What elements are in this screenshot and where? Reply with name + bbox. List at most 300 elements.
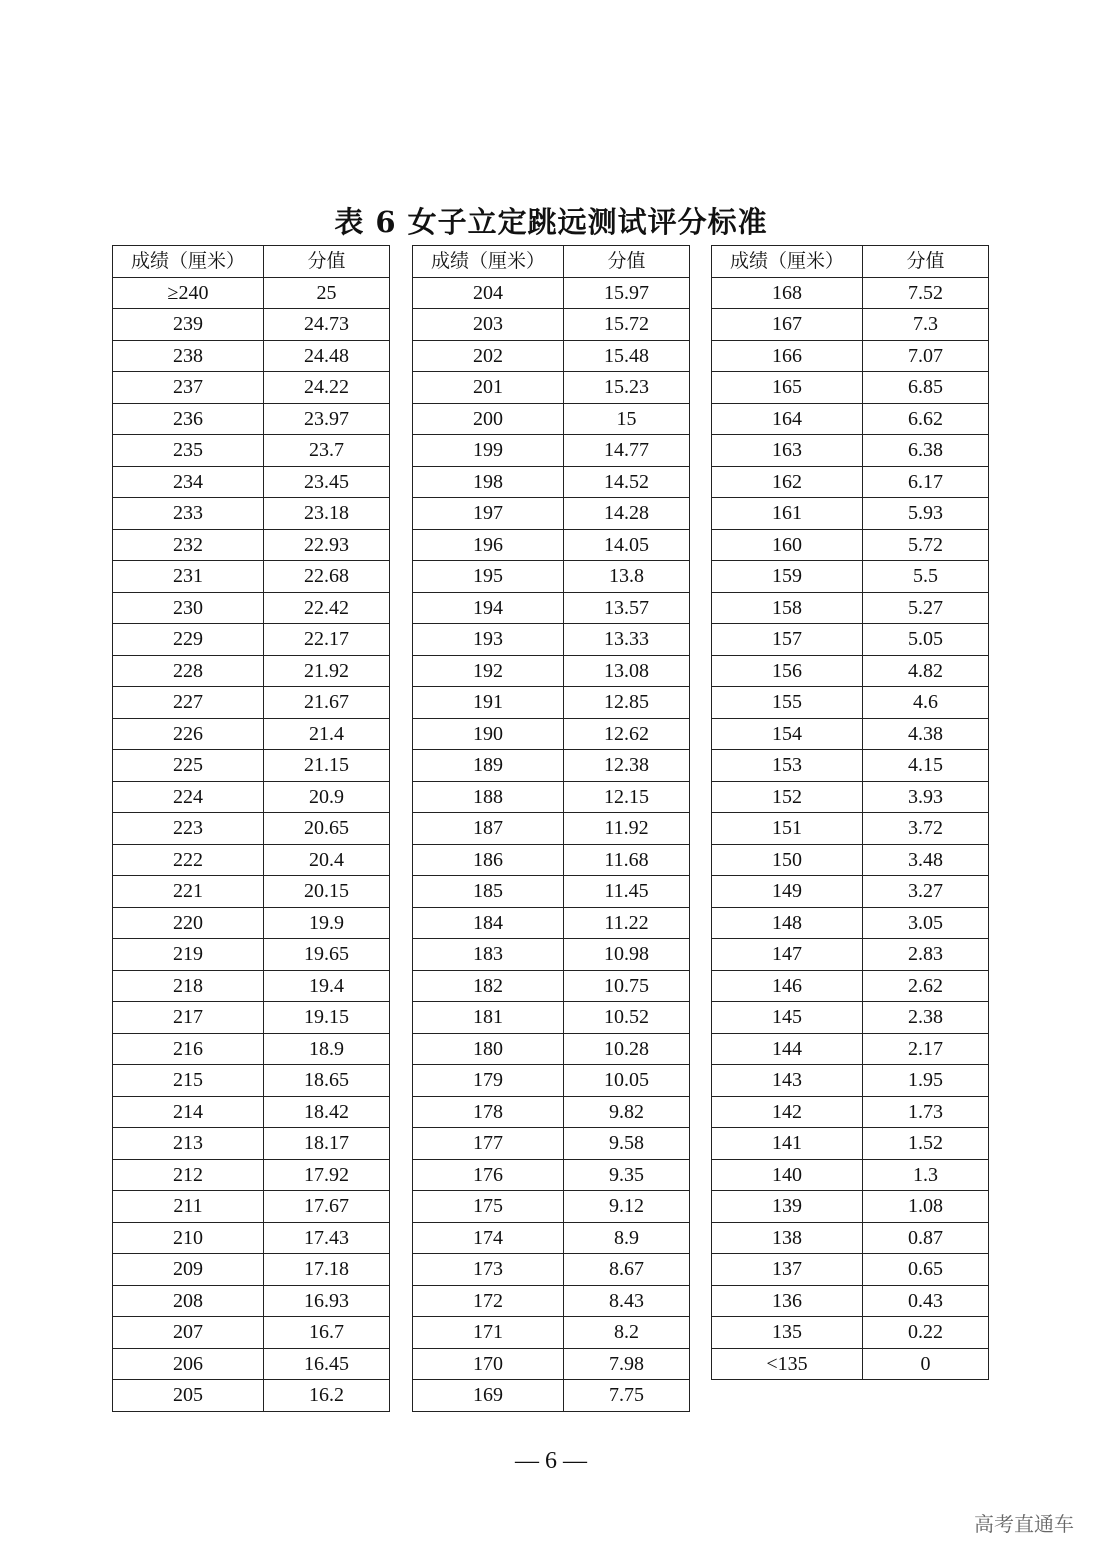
table-row — [113, 1096, 390, 1128]
header-score: 成绩（厘米） — [712, 246, 863, 278]
points-cell: 7.98 — [564, 1348, 690, 1380]
points-cell: 4.6 — [863, 687, 989, 719]
score-cell: 139 — [712, 1191, 863, 1223]
points-cell: 15.48 — [564, 340, 690, 372]
points-cell: 18.65 — [264, 1065, 390, 1097]
table-row — [113, 907, 390, 939]
points-cell: 20.4 — [264, 844, 390, 876]
points-cell: 23.97 — [264, 403, 390, 435]
points-cell: 5.72 — [863, 529, 989, 561]
points-cell: 22.68 — [264, 561, 390, 593]
score-cell: 238 — [113, 340, 264, 372]
score-cell: 176 — [413, 1159, 564, 1191]
table-row — [113, 970, 390, 1002]
score-cell: 186 — [413, 844, 564, 876]
score-cell: 213 — [113, 1128, 264, 1160]
table-row — [413, 876, 690, 908]
points-cell: 2.38 — [863, 1002, 989, 1034]
points-cell: 17.92 — [264, 1159, 390, 1191]
score-cell: 184 — [413, 907, 564, 939]
score-cell: 206 — [113, 1348, 264, 1380]
table-row — [113, 1380, 390, 1412]
points-cell: 5.05 — [863, 624, 989, 656]
table-row — [113, 498, 390, 530]
points-cell: 12.85 — [564, 687, 690, 719]
table-row — [413, 309, 690, 341]
table-row — [113, 718, 390, 750]
score-cell: 197 — [413, 498, 564, 530]
points-cell: 19.15 — [264, 1002, 390, 1034]
points-cell: 13.8 — [564, 561, 690, 593]
score-cell: 149 — [712, 876, 863, 908]
points-cell: 20.65 — [264, 813, 390, 845]
table-row — [413, 1191, 690, 1223]
points-cell: 20.9 — [264, 781, 390, 813]
table-row — [413, 1128, 690, 1160]
points-cell: 21.15 — [264, 750, 390, 782]
points-cell: 8.67 — [564, 1254, 690, 1286]
score-cell: 211 — [113, 1191, 264, 1223]
table-row — [413, 655, 690, 687]
score-cell: 223 — [113, 813, 264, 845]
score-cell: 196 — [413, 529, 564, 561]
score-cell: 167 — [712, 309, 863, 341]
table-row — [712, 592, 989, 624]
table-row — [113, 1002, 390, 1034]
score-cell: 180 — [413, 1033, 564, 1065]
points-cell: 5.27 — [863, 592, 989, 624]
header-points: 分值 — [863, 246, 989, 278]
table-row — [712, 750, 989, 782]
points-cell: 3.05 — [863, 907, 989, 939]
score-cell: 135 — [712, 1317, 863, 1349]
points-cell: 14.28 — [564, 498, 690, 530]
points-cell: 16.2 — [264, 1380, 390, 1412]
points-cell: 14.05 — [564, 529, 690, 561]
score-cell: 162 — [712, 466, 863, 498]
points-cell: 4.82 — [863, 655, 989, 687]
score-cell: 159 — [712, 561, 863, 593]
score-cell: 199 — [413, 435, 564, 467]
points-cell: 11.22 — [564, 907, 690, 939]
score-cell: 143 — [712, 1065, 863, 1097]
table-row — [413, 624, 690, 656]
score-cell: 208 — [113, 1285, 264, 1317]
score-cell: 157 — [712, 624, 863, 656]
score-cell: 181 — [413, 1002, 564, 1034]
table-row — [413, 466, 690, 498]
table-row — [413, 372, 690, 404]
points-cell: 13.57 — [564, 592, 690, 624]
points-cell: 1.95 — [863, 1065, 989, 1097]
points-cell: 13.08 — [564, 655, 690, 687]
score-cell: 163 — [712, 435, 863, 467]
table-row — [712, 1317, 989, 1349]
points-cell: 3.48 — [863, 844, 989, 876]
table-row — [413, 970, 690, 1002]
points-cell: 19.4 — [264, 970, 390, 1002]
table-row — [113, 1191, 390, 1223]
table-row — [413, 718, 690, 750]
table-row — [712, 1285, 989, 1317]
score-cell: 182 — [413, 970, 564, 1002]
score-cell: 137 — [712, 1254, 863, 1286]
score-cell: 173 — [413, 1254, 564, 1286]
score-cell: 141 — [712, 1128, 863, 1160]
table-row — [712, 1096, 989, 1128]
score-cell: 207 — [113, 1317, 264, 1349]
table-row — [712, 624, 989, 656]
score-cell: 200 — [413, 403, 564, 435]
points-cell: 21.4 — [264, 718, 390, 750]
table-row — [712, 1191, 989, 1223]
table-row — [113, 1254, 390, 1286]
table-row — [413, 403, 690, 435]
score-cell: 232 — [113, 529, 264, 561]
table-row — [113, 939, 390, 971]
table-row — [712, 844, 989, 876]
score-cell: 205 — [113, 1380, 264, 1412]
table-row — [712, 687, 989, 719]
table-row — [413, 1317, 690, 1349]
table-row — [113, 781, 390, 813]
score-cell: 203 — [413, 309, 564, 341]
table-row — [712, 781, 989, 813]
table-row — [113, 592, 390, 624]
points-cell: 1.73 — [863, 1096, 989, 1128]
score-cell: 226 — [113, 718, 264, 750]
table-row — [413, 781, 690, 813]
table-row — [712, 466, 989, 498]
table-row — [712, 907, 989, 939]
score-cell: 156 — [712, 655, 863, 687]
score-cell: 209 — [113, 1254, 264, 1286]
score-cell: 218 — [113, 970, 264, 1002]
points-cell: 12.15 — [564, 781, 690, 813]
table-row — [413, 529, 690, 561]
score-cell: 161 — [712, 498, 863, 530]
table-row — [113, 435, 390, 467]
watermark: 高考直通车 — [974, 1512, 1074, 1536]
table-row — [413, 498, 690, 530]
score-cell: 165 — [712, 372, 863, 404]
points-cell: 8.43 — [564, 1285, 690, 1317]
table-row — [712, 655, 989, 687]
table-row — [413, 277, 690, 309]
points-cell: 0.43 — [863, 1285, 989, 1317]
table-row — [712, 1222, 989, 1254]
points-cell: 3.72 — [863, 813, 989, 845]
score-cell: 192 — [413, 655, 564, 687]
table-row — [413, 1096, 690, 1128]
table-row — [113, 624, 390, 656]
points-cell: 2.62 — [863, 970, 989, 1002]
table-row — [712, 561, 989, 593]
table-row — [712, 718, 989, 750]
points-cell: 18.17 — [264, 1128, 390, 1160]
score-cell: 193 — [413, 624, 564, 656]
points-cell: 9.12 — [564, 1191, 690, 1223]
table-row — [113, 277, 390, 309]
points-cell: 4.38 — [863, 718, 989, 750]
score-cell: 169 — [413, 1380, 564, 1412]
points-cell: 5.5 — [863, 561, 989, 593]
points-cell: 7.75 — [564, 1380, 690, 1412]
score-cell: 195 — [413, 561, 564, 593]
points-cell: 12.38 — [564, 750, 690, 782]
header-points: 分值 — [264, 246, 390, 278]
score-cell: 187 — [413, 813, 564, 845]
table-row — [113, 561, 390, 593]
score-cell: 239 — [113, 309, 264, 341]
table-row — [113, 340, 390, 372]
table-row — [712, 1254, 989, 1286]
score-cell: <135 — [712, 1348, 863, 1380]
score-cell: 138 — [712, 1222, 863, 1254]
score-cell: 219 — [113, 939, 264, 971]
table-row — [712, 529, 989, 561]
score-cell: 172 — [413, 1285, 564, 1317]
points-cell: 6.85 — [863, 372, 989, 404]
score-cell: 166 — [712, 340, 863, 372]
score-cell: 175 — [413, 1191, 564, 1223]
score-cell: 142 — [712, 1096, 863, 1128]
score-cell: 227 — [113, 687, 264, 719]
table-row — [413, 1254, 690, 1286]
points-cell: 21.67 — [264, 687, 390, 719]
points-cell: 16.93 — [264, 1285, 390, 1317]
table-row — [712, 1128, 989, 1160]
score-cell: 214 — [113, 1096, 264, 1128]
table-row — [712, 1033, 989, 1065]
header-score: 成绩（厘米） — [113, 246, 264, 278]
points-cell: 6.17 — [863, 466, 989, 498]
table-row — [712, 403, 989, 435]
table-row — [113, 1222, 390, 1254]
points-cell: 7.3 — [863, 309, 989, 341]
score-cell: 150 — [712, 844, 863, 876]
table-row — [413, 1159, 690, 1191]
points-cell: 24.73 — [264, 309, 390, 341]
score-cell: 198 — [413, 466, 564, 498]
score-cell: 236 — [113, 403, 264, 435]
points-cell: 13.33 — [564, 624, 690, 656]
table-row — [413, 340, 690, 372]
score-cell: 148 — [712, 907, 863, 939]
points-cell: 22.93 — [264, 529, 390, 561]
score-table-1 — [112, 245, 390, 1412]
points-cell: 0.65 — [863, 1254, 989, 1286]
table-row — [113, 1159, 390, 1191]
points-cell: 22.17 — [264, 624, 390, 656]
table-row — [413, 844, 690, 876]
score-cell: 222 — [113, 844, 264, 876]
score-cell: 154 — [712, 718, 863, 750]
score-cell: 201 — [413, 372, 564, 404]
table-row — [712, 1159, 989, 1191]
points-cell: 0 — [863, 1348, 989, 1380]
score-cell: 233 — [113, 498, 264, 530]
score-cell: 168 — [712, 277, 863, 309]
table-row — [113, 750, 390, 782]
score-cell: 145 — [712, 1002, 863, 1034]
table-row — [413, 1380, 690, 1412]
table-row — [413, 687, 690, 719]
score-cell: 170 — [413, 1348, 564, 1380]
score-cell: 178 — [413, 1096, 564, 1128]
points-cell: 7.07 — [863, 340, 989, 372]
table-row — [113, 1128, 390, 1160]
points-cell: 9.58 — [564, 1128, 690, 1160]
header-points: 分值 — [564, 246, 690, 278]
score-cell: 140 — [712, 1159, 863, 1191]
points-cell: 0.87 — [863, 1222, 989, 1254]
points-cell: 11.45 — [564, 876, 690, 908]
table-row — [113, 1065, 390, 1097]
score-cell: 234 — [113, 466, 264, 498]
points-cell: 19.9 — [264, 907, 390, 939]
table-row — [413, 435, 690, 467]
points-cell: 1.3 — [863, 1159, 989, 1191]
table-row — [712, 1065, 989, 1097]
points-cell: 10.98 — [564, 939, 690, 971]
points-cell: 8.9 — [564, 1222, 690, 1254]
score-cell: 144 — [712, 1033, 863, 1065]
score-cell: ≥240 — [113, 277, 264, 309]
page-title: 表 6 女子立定跳远测试评分标准 — [334, 205, 768, 239]
points-cell: 17.43 — [264, 1222, 390, 1254]
score-cell: 221 — [113, 876, 264, 908]
points-cell: 1.08 — [863, 1191, 989, 1223]
points-cell: 14.77 — [564, 435, 690, 467]
table-row — [413, 1285, 690, 1317]
score-cell: 204 — [413, 277, 564, 309]
points-cell: 2.83 — [863, 939, 989, 971]
score-cell: 231 — [113, 561, 264, 593]
score-cell: 191 — [413, 687, 564, 719]
score-cell: 228 — [113, 655, 264, 687]
points-cell: 1.52 — [863, 1128, 989, 1160]
score-cell: 136 — [712, 1285, 863, 1317]
score-cell: 217 — [113, 1002, 264, 1034]
table-row — [413, 1002, 690, 1034]
table-row — [113, 813, 390, 845]
table-row — [413, 1348, 690, 1380]
table-row — [113, 844, 390, 876]
points-cell: 11.92 — [564, 813, 690, 845]
points-cell: 19.65 — [264, 939, 390, 971]
points-cell: 12.62 — [564, 718, 690, 750]
score-cell: 151 — [712, 813, 863, 845]
score-cell: 147 — [712, 939, 863, 971]
points-cell: 17.18 — [264, 1254, 390, 1286]
points-cell: 16.45 — [264, 1348, 390, 1380]
points-cell: 18.9 — [264, 1033, 390, 1065]
table-row — [413, 813, 690, 845]
table-row — [113, 403, 390, 435]
score-cell: 237 — [113, 372, 264, 404]
points-cell: 0.22 — [863, 1317, 989, 1349]
table-row — [413, 1033, 690, 1065]
score-cell: 171 — [413, 1317, 564, 1349]
points-cell: 15.97 — [564, 277, 690, 309]
score-cell: 189 — [413, 750, 564, 782]
points-cell: 10.28 — [564, 1033, 690, 1065]
table-row — [413, 750, 690, 782]
points-cell: 9.35 — [564, 1159, 690, 1191]
score-cell: 215 — [113, 1065, 264, 1097]
points-cell: 22.42 — [264, 592, 390, 624]
table-row — [113, 466, 390, 498]
table-row — [712, 309, 989, 341]
table-row — [113, 1317, 390, 1349]
score-cell: 194 — [413, 592, 564, 624]
score-cell: 188 — [413, 781, 564, 813]
score-cell: 202 — [413, 340, 564, 372]
page-number: — 6 — — [515, 1448, 587, 1474]
table-row — [413, 907, 690, 939]
table-row — [712, 498, 989, 530]
score-cell: 220 — [113, 907, 264, 939]
table-row — [712, 435, 989, 467]
score-table-3 — [711, 245, 989, 1380]
table-row — [113, 372, 390, 404]
score-cell: 160 — [712, 529, 863, 561]
score-cell: 153 — [712, 750, 863, 782]
table-row — [113, 655, 390, 687]
points-cell: 14.52 — [564, 466, 690, 498]
points-cell: 23.7 — [264, 435, 390, 467]
points-cell: 4.15 — [863, 750, 989, 782]
table-row — [113, 1033, 390, 1065]
table-row — [113, 876, 390, 908]
points-cell: 10.05 — [564, 1065, 690, 1097]
table-row — [413, 592, 690, 624]
points-cell: 15.23 — [564, 372, 690, 404]
table-row — [113, 1285, 390, 1317]
table-row — [712, 939, 989, 971]
score-cell: 185 — [413, 876, 564, 908]
points-cell: 17.67 — [264, 1191, 390, 1223]
points-cell: 18.42 — [264, 1096, 390, 1128]
table-row — [712, 1002, 989, 1034]
table-row — [413, 1222, 690, 1254]
score-cell: 155 — [712, 687, 863, 719]
table-row — [113, 529, 390, 561]
score-cell: 158 — [712, 592, 863, 624]
table-row — [712, 277, 989, 309]
score-cell: 229 — [113, 624, 264, 656]
points-cell: 23.45 — [264, 466, 390, 498]
points-cell: 3.27 — [863, 876, 989, 908]
score-cell: 190 — [413, 718, 564, 750]
points-cell: 11.68 — [564, 844, 690, 876]
table-row — [113, 687, 390, 719]
points-cell: 8.2 — [564, 1317, 690, 1349]
points-cell: 3.93 — [863, 781, 989, 813]
score-cell: 177 — [413, 1128, 564, 1160]
score-cell: 225 — [113, 750, 264, 782]
score-cell: 224 — [113, 781, 264, 813]
table-row — [712, 372, 989, 404]
score-cell: 216 — [113, 1033, 264, 1065]
points-cell: 5.93 — [863, 498, 989, 530]
score-cell: 152 — [712, 781, 863, 813]
points-cell: 6.38 — [863, 435, 989, 467]
score-cell: 230 — [113, 592, 264, 624]
table-row — [413, 939, 690, 971]
score-cell: 146 — [712, 970, 863, 1002]
